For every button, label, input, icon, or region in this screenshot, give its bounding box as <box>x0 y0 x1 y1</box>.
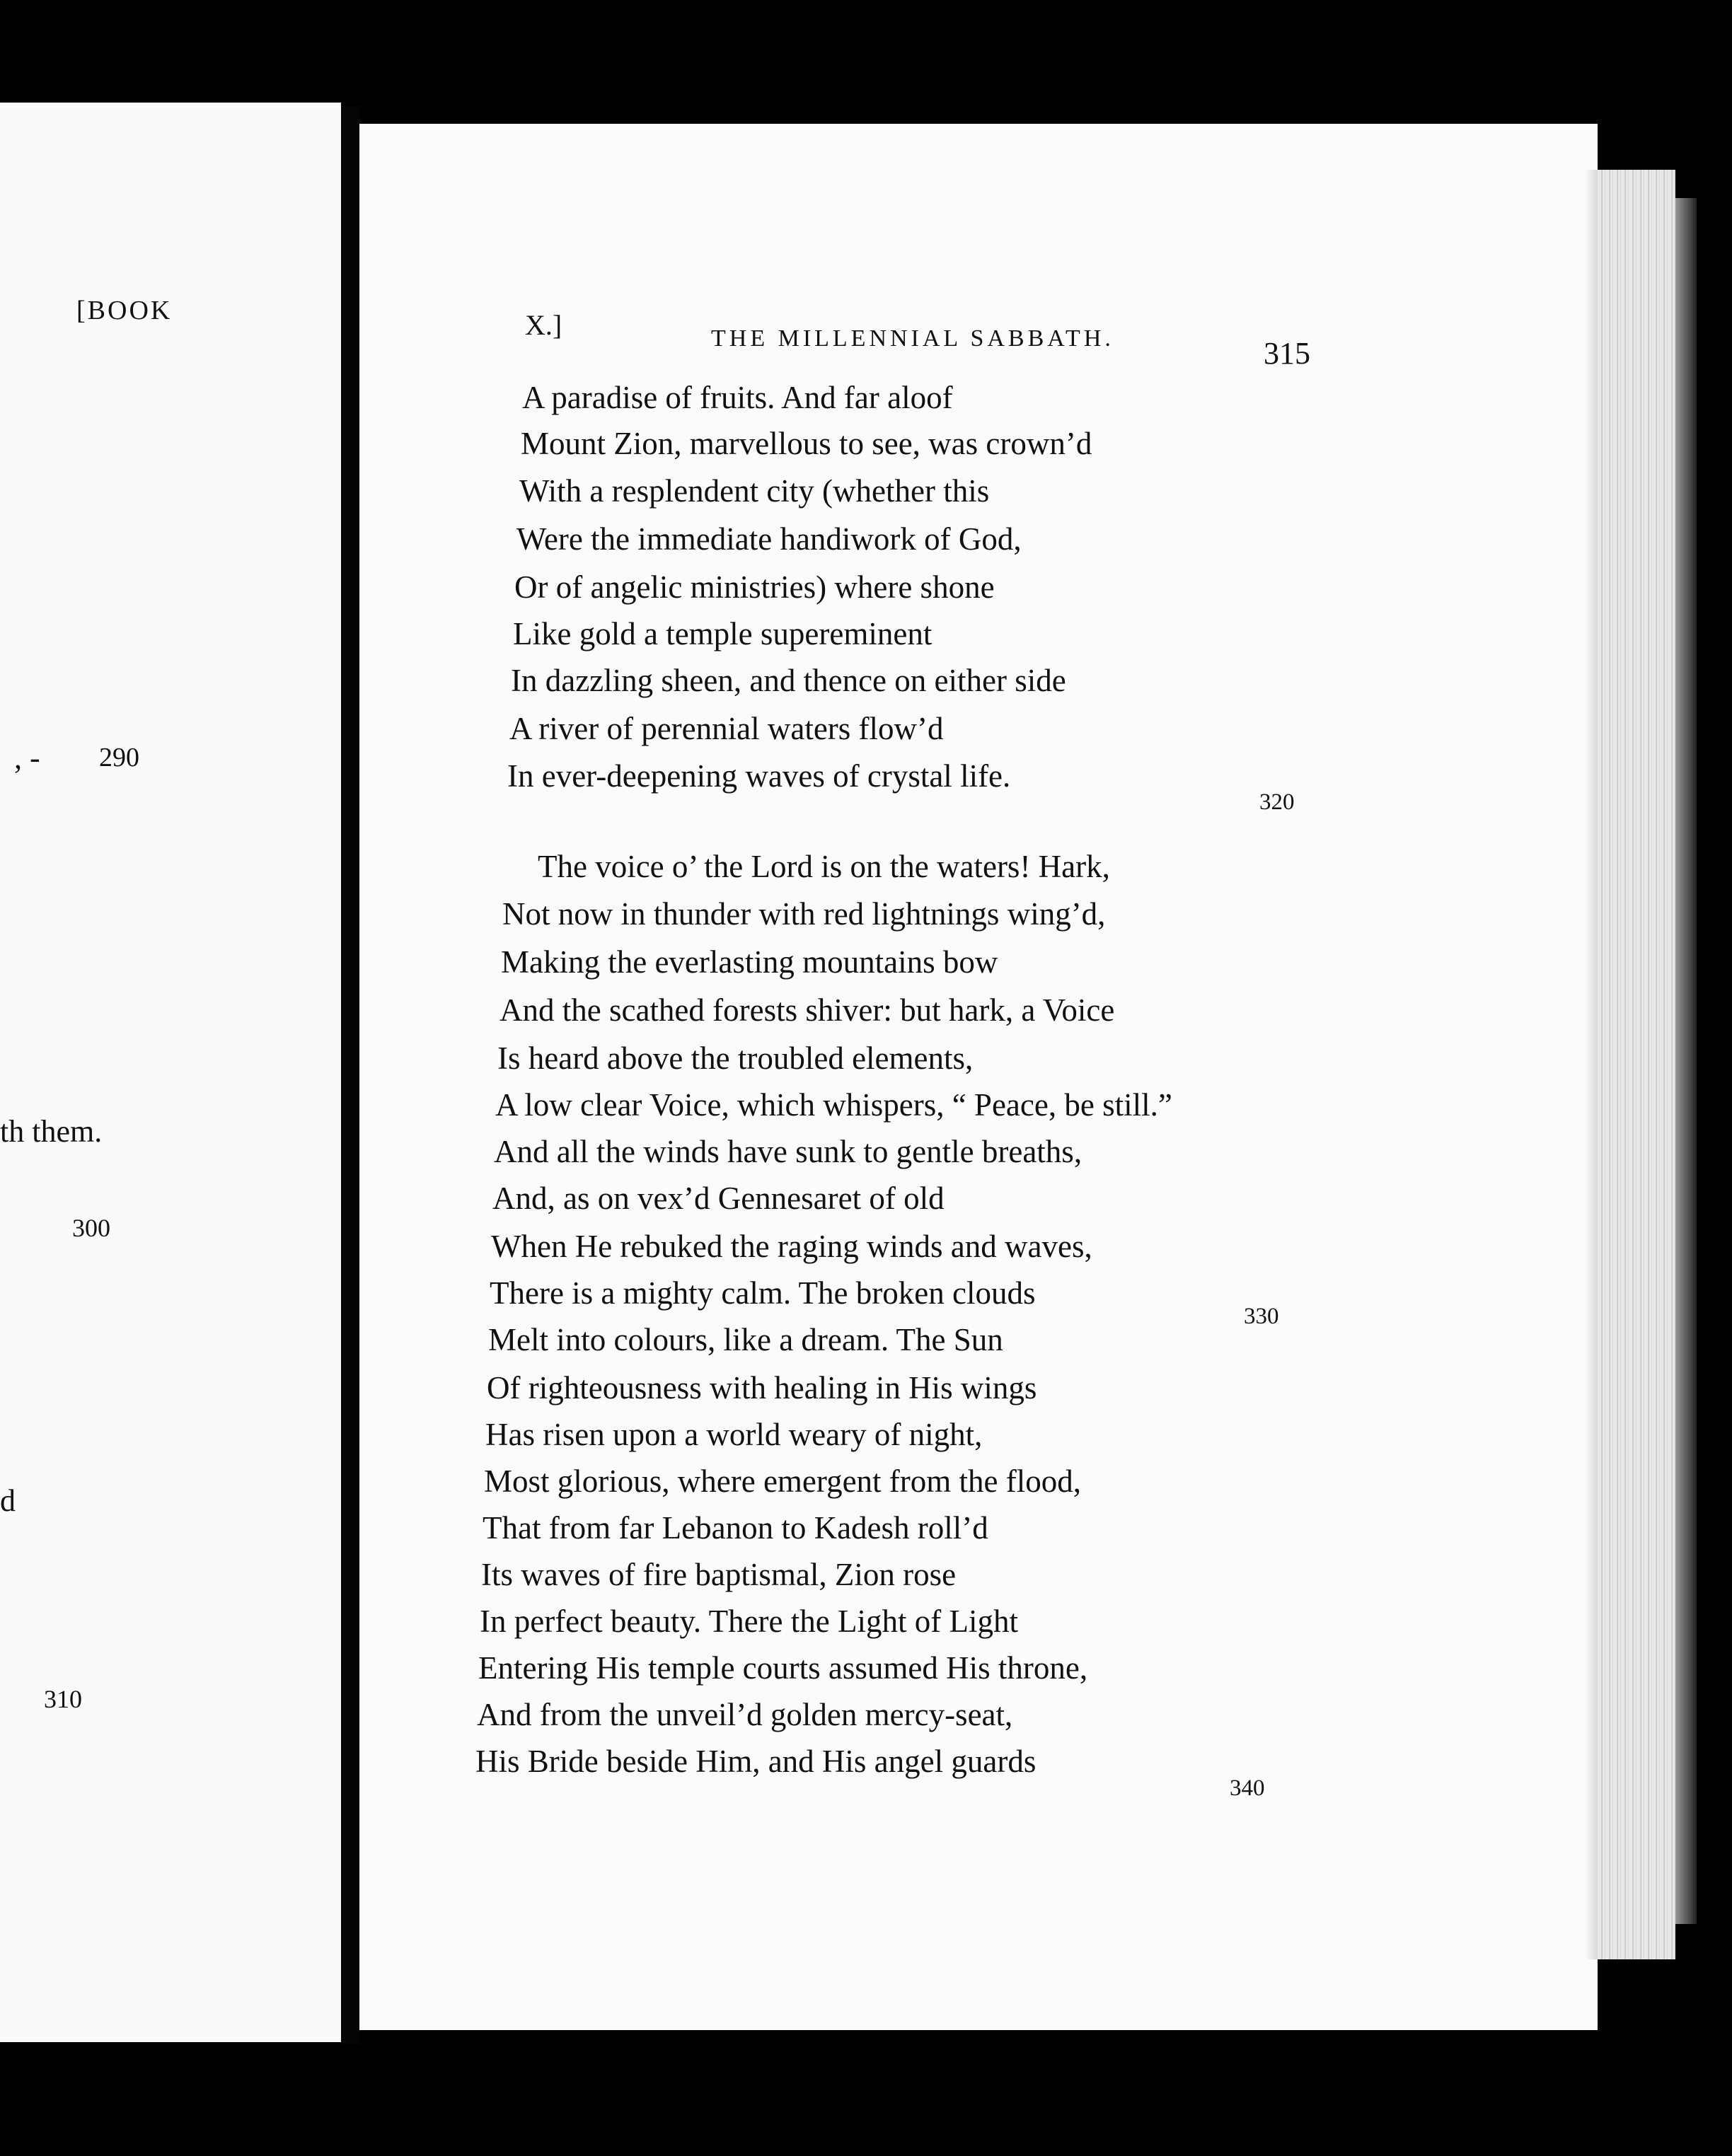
poem-line: And, as on vex’d Gennesaret of old <box>492 1181 945 1216</box>
poem-line: And from the unveil’d golden mercy-seat, <box>477 1697 1013 1732</box>
poem-line: Most glorious, where emergent from the flood, <box>484 1464 1081 1499</box>
poem-line: Its waves of fire baptismal, Zion rose <box>481 1557 957 1592</box>
poem-line: Melt into colours, like a dream. The Sun <box>488 1322 1003 1357</box>
page-number: 315 <box>1264 336 1310 371</box>
poem-line: And all the winds have sunk to gentle breaths, <box>494 1134 1082 1169</box>
poem-line: When He rebuked the raging winds and waves, <box>491 1229 1092 1264</box>
poem-line: His Bride beside Him, and His angel guards <box>475 1744 1037 1779</box>
poem-line: Is heard above the troubled elements, <box>497 1041 974 1076</box>
poem-line: Of righteousness with healing in His wings <box>487 1370 1037 1406</box>
page-edges <box>1598 170 1675 1959</box>
poem-line: Making the everlasting mountains bow <box>501 944 998 980</box>
poem-line: Were the immediate handiwork of God, <box>516 521 1022 557</box>
page-fold-shadow <box>1585 170 1598 1959</box>
running-title: THE MILLENNIAL SABBATH. <box>711 325 1114 352</box>
poem-line: There is a mighty calm. The broken clouds <box>490 1275 1036 1311</box>
left-book-marker: [BOOK <box>76 296 173 325</box>
poem-line: And the scathed forests shiver: but hark, a Voice <box>500 992 1115 1028</box>
left-line-number-300: 300 <box>72 1214 110 1242</box>
left-fragment-dash: , - <box>14 741 40 775</box>
poem-line: Not now in thunder with red lightnings wing’d, <box>502 896 1106 932</box>
poem-line: Entering His temple courts assumed His throne, <box>478 1650 1088 1686</box>
poem-line: Or of angelic ministries) where shone <box>514 569 995 605</box>
poem-line: With a resplendent city (whether this <box>519 473 990 509</box>
poem-line: Has risen upon a world weary of night, <box>485 1417 983 1452</box>
left-fragment-them: th them. <box>0 1114 103 1149</box>
line-number-340: 340 <box>1230 1775 1265 1801</box>
left-line-number-310: 310 <box>44 1685 82 1713</box>
poem-line: A paradise of fruits. And far aloof <box>522 380 953 415</box>
left-fragment-d: d <box>0 1483 16 1518</box>
left-page <box>0 103 341 2042</box>
line-number-320: 320 <box>1259 789 1295 815</box>
poem-line: A low clear Voice, which whispers, “ Peace, be still.” <box>495 1087 1172 1123</box>
poem-line: That from far Lebanon to Kadesh roll’d <box>483 1510 988 1546</box>
left-line-number-290: 290 <box>99 743 139 772</box>
header-book-ref: X.] <box>525 309 562 341</box>
poem-line: A river of perennial waters flow’d <box>509 711 944 746</box>
line-number-330: 330 <box>1244 1304 1279 1329</box>
poem-line: In dazzling sheen, and thence on either side <box>511 663 1066 698</box>
book-edge-shadow <box>1675 198 1697 1924</box>
poem-line: Like gold a temple supereminent <box>513 616 933 651</box>
poem-line: Mount Zion, marvellous to see, was crown’d <box>521 426 1092 461</box>
poem-line: In ever-deepening waves of crystal life. <box>507 758 1011 794</box>
poem-line: The voice o’ the Lord is on the waters! Hark, <box>538 849 1110 884</box>
poem-line: In perfect beauty. There the Light of Light <box>480 1604 1018 1639</box>
book-gutter <box>341 106 359 2044</box>
